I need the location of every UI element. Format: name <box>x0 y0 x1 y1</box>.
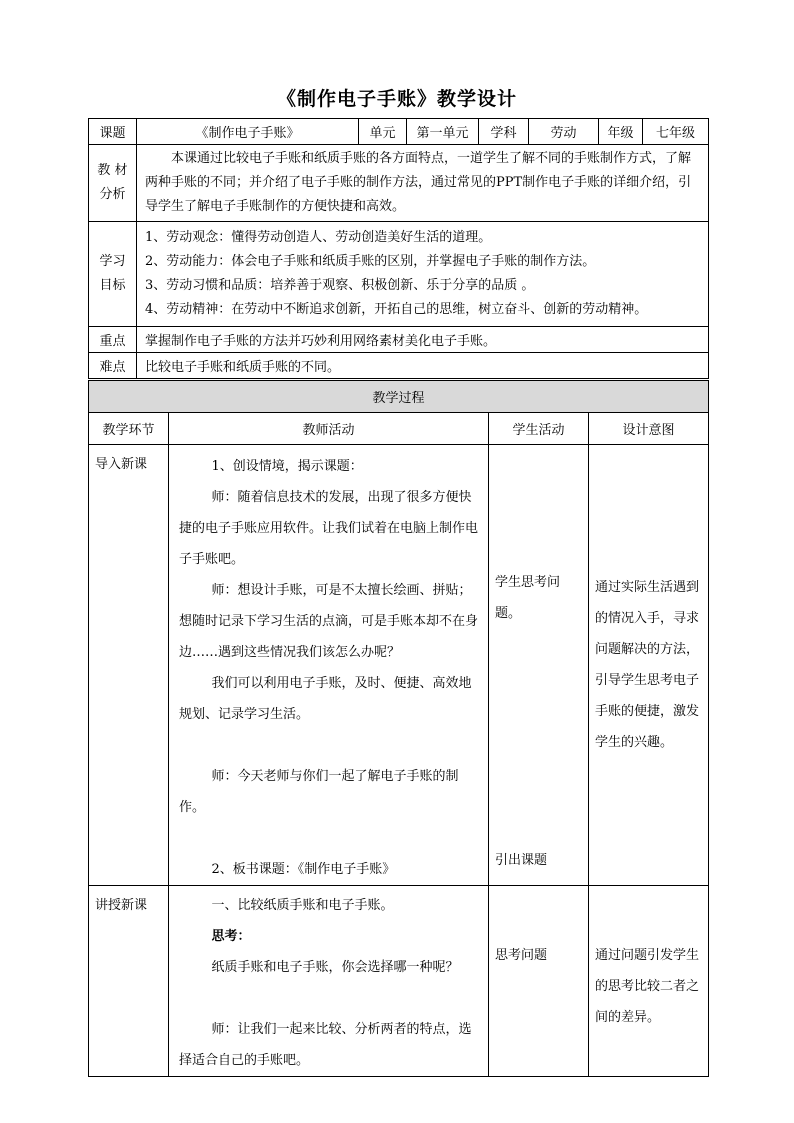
goal-item: 2、劳动能力：体会电子手账和纸质手账的区别，并掌握电子手账的制作方法。 <box>145 254 596 269</box>
lecture-teacher-line: 师：让我们一起来比较、分析两者的特点，选择适合自己的手账吧。 <box>179 1022 472 1068</box>
header-student: 学生活动 <box>489 413 589 445</box>
subject-value: 劳动 <box>529 119 599 145</box>
course-label: 课题 <box>89 119 137 145</box>
subject-label: 学科 <box>479 119 529 145</box>
goals-label-line-2: 目标 <box>99 278 126 293</box>
key-row <box>89 327 709 353</box>
goal-item: 3、劳动习惯和品质：培养善于观察、积极创新、乐于分享的品质 。 <box>145 278 535 293</box>
goals-row <box>89 222 709 327</box>
intro-step-1: 1、创设情境，揭示课题： <box>211 459 363 474</box>
intro-stage: 导入新课 <box>89 445 169 886</box>
analysis-row <box>89 145 709 222</box>
intro-step-2: 2、板书课题：《制作电子手账》 <box>211 862 396 877</box>
analysis-text: 本课通过比较电子手账和纸质手账的各方面特点，一道学生了解不同的手账制作方式，了解两种手账的不同；并介绍了电子手账的制作方法，通过常见的PPT制作电子手账的详细介绍，引导学生了解电子手账制作的方便快捷和高效。 <box>137 145 709 222</box>
course-value: 《制作电子手账》 <box>137 119 359 145</box>
process-band-row <box>89 381 709 413</box>
intro-teacher-activity <box>169 445 489 886</box>
process-header-row <box>89 413 709 445</box>
difficulty-label: 难点 <box>89 353 137 379</box>
goals-label-line-1: 学习 <box>99 254 126 269</box>
page-title: 《制作电子手账》教学设计 <box>276 88 517 110</box>
header-stage: 教学环节 <box>89 413 169 445</box>
header-design: 设计意图 <box>589 413 709 445</box>
lecture-stage: 讲授新课 <box>89 886 169 1077</box>
analysis-label <box>89 145 137 222</box>
intro-teacher-line-2: 师：想设计手账，可是不太擅长绘画、拼贴；想随时记录下学习生活的点滴，可是手账本却不在身边……遇到这些情况我们该怎么办呢？ <box>179 583 479 660</box>
intro-row <box>89 445 709 886</box>
analysis-label-line-1: 教 材 <box>97 163 128 178</box>
course-row <box>89 119 709 145</box>
lecture-student-text: 思考问题 <box>495 948 548 963</box>
intro-student-text-1: 学生思考问题。 <box>495 575 561 621</box>
lecture-student-activity <box>489 886 589 1077</box>
intro-teacher-line-1: 师：随着信息技术的发展，出现了很多方便快捷的电子手账应用软件。让我们试着在电脑上制作电子手账吧。 <box>179 490 479 567</box>
grade-label: 年级 <box>599 119 643 145</box>
key-text: 掌握制作电子手账的方法并巧妙利用网络素材美化电子手账。 <box>137 327 709 353</box>
lecture-design-intent <box>589 886 709 1077</box>
info-table <box>88 118 709 379</box>
lecture-row <box>89 886 709 1077</box>
unit-value: 第一单元 <box>407 119 479 145</box>
header-teacher: 教师活动 <box>169 413 489 445</box>
unit-label: 单元 <box>359 119 407 145</box>
intro-student-activity <box>489 445 589 886</box>
difficulty-row <box>89 353 709 379</box>
intro-teacher-line-4: 师：今天老师与你们一起了解电子手账的制作。 <box>179 769 459 815</box>
process-band: 教学过程 <box>89 381 709 413</box>
analysis-label-line-2: 分析 <box>99 187 126 202</box>
lecture-think-label: 思考： <box>211 929 251 944</box>
goals-label <box>89 222 137 327</box>
goals-list <box>137 222 709 327</box>
lecture-question: 纸质手账和电子手账，你会选择哪一种呢？ <box>211 960 459 975</box>
goal-item: 1、劳动观念：懂得劳动创造人、劳动创造美好生活的道理。 <box>145 230 492 245</box>
goal-item: 4、劳动精神：在劳动中不断追求创新，开拓自己的思维，树立奋斗、创新的劳动精神。 <box>145 302 648 317</box>
key-label: 重点 <box>89 327 137 353</box>
difficulty-text: 比较电子手账和纸质手账的不同。 <box>137 353 709 379</box>
intro-design-intent: 通过实际生活遇到的情况入手，寻求问题解决的方法，引导学生思考电子手账的便捷，激发学生的兴趣。 <box>589 445 709 886</box>
lecture-teacher-activity <box>169 886 489 1077</box>
lecture-design-text: 通过问题引发学生的思考比较二者之间的差异。 <box>595 948 700 1025</box>
lecture-step-1: 一、比较纸质手账和电子手账。 <box>211 898 394 913</box>
process-table <box>88 380 709 1077</box>
intro-student-text-2: 引出课题 <box>495 853 548 868</box>
grade-value: 七年级 <box>643 119 709 145</box>
intro-teacher-line-3: 我们可以利用电子手账，及时、便捷、高效地规划、记录学习生活。 <box>179 676 472 722</box>
